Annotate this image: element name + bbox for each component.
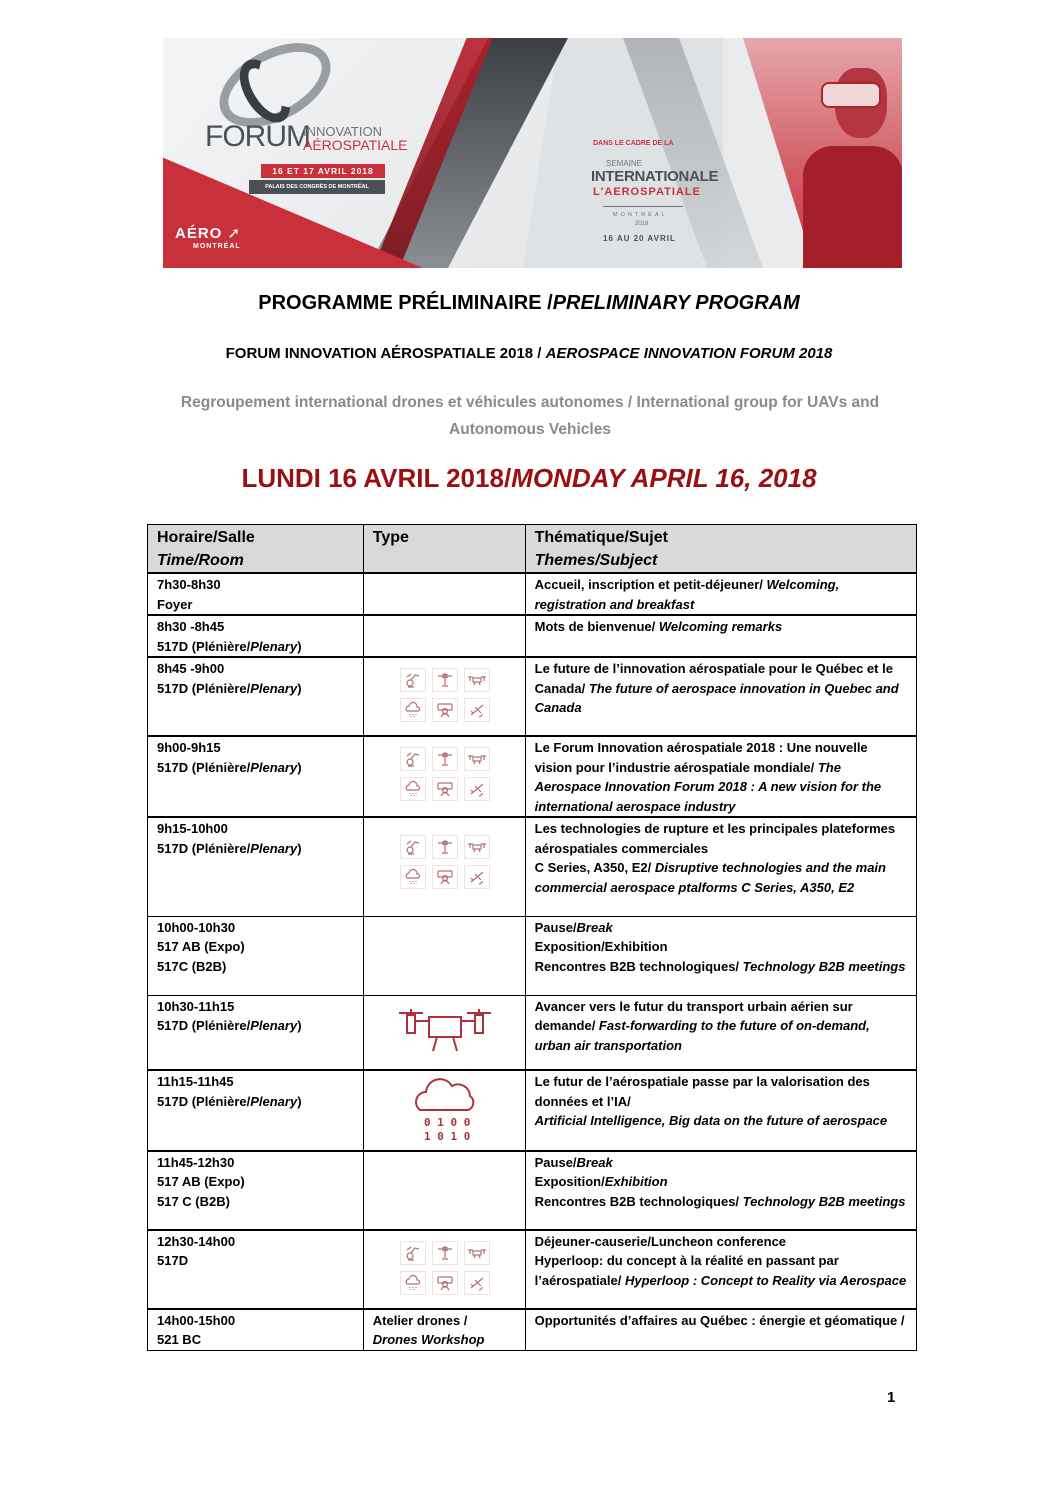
subject-en: Welcoming remarks: [658, 619, 783, 634]
day-heading: [0, 463, 1058, 494]
drone-icon: [464, 1241, 490, 1265]
room-en: Plenary: [250, 638, 298, 654]
room-fr: 517D (Plénière/: [157, 1093, 251, 1109]
time-room-cell: [148, 615, 364, 657]
theme-icon-grid: [400, 747, 490, 801]
header-col1-fr: Horaire/Salle: [157, 529, 255, 546]
header-type: [363, 525, 525, 574]
logo-aerospatiale-text: AÉROSPATIALE: [303, 137, 408, 153]
drone-icon: [464, 835, 490, 859]
room: 517D: [157, 1253, 189, 1268]
header-col1-en: Time/Room: [157, 552, 244, 569]
table-row: [148, 916, 917, 995]
aero-montreal-logo: [175, 224, 241, 242]
cloud-data-icon: [400, 865, 426, 889]
time-slot: 11h45-12h30: [157, 1154, 235, 1170]
robot-arm-icon: [400, 835, 426, 859]
week-divider: [603, 206, 683, 207]
subject-cell: [525, 1230, 916, 1309]
forum-subtitle: [0, 345, 1058, 362]
subject-cell: [525, 657, 916, 736]
subject-fr: Le future de l’innovation aérospatiale pour le Québec et le Canada/: [534, 661, 893, 696]
room: 517D (Plénière/Plenary): [157, 759, 302, 775]
room: 517D (Plénière/Plenary): [157, 840, 302, 856]
subject-cell: [525, 736, 916, 817]
week-year-text: 2018: [635, 221, 649, 227]
autonomous-vehicle-icon: [432, 1271, 458, 1295]
cloud-data-icon: [400, 1271, 426, 1295]
room-en: Plenary: [250, 1018, 298, 1033]
type-cell: [363, 736, 525, 817]
type-cell: [363, 1230, 525, 1309]
time-slot: 11h15-11h45: [157, 1074, 234, 1089]
time-slot: 8h30 -8h45: [157, 619, 225, 634]
table-row: [148, 1309, 917, 1351]
week-intro-text: DANS LE CADRE DE LA: [593, 140, 674, 147]
room-fr: 517D (Plénière/: [157, 680, 251, 696]
time-room-cell: [148, 817, 364, 916]
group-subtitle: Regroupement international drones et véhicules autonomes / International group for UAVs and Autonomous Vehicles: [180, 394, 880, 438]
subject-en: Welcoming, registration and breakfast: [534, 577, 840, 612]
table-row: [148, 657, 917, 736]
table-row: [148, 736, 917, 817]
room-fr: 517D (Plénière/: [157, 1018, 251, 1033]
room-en: Plenary: [250, 759, 298, 775]
drone-icon: [397, 1007, 493, 1059]
time-slot: 10h00-10h30: [157, 919, 236, 935]
table-row: [148, 995, 917, 1070]
type-cell: [363, 615, 525, 657]
time-room-cell: [148, 1309, 364, 1351]
table-row: [148, 1070, 917, 1151]
theme-icon-grid: [400, 668, 490, 722]
logo-forum-text: FORUM: [205, 120, 310, 153]
drone-icon: [464, 747, 490, 771]
subject-en: The Aerospace Innovation Forum 2018 : A new vision for the international aerospace industry: [534, 759, 882, 814]
type-fr: Atelier drones /: [372, 1312, 468, 1328]
page-title: [0, 292, 1058, 315]
break-en: Break: [576, 1154, 613, 1170]
subject-fr: Hyperloop: du concept à la réalité en passant par l’aérospatiale/: [534, 1253, 839, 1288]
room-expo: 517 AB (Expo): [157, 939, 245, 954]
type-cell: [363, 657, 525, 736]
exhibition-fr: Exposition/: [534, 1174, 605, 1189]
time-slot: 12h30-14h00: [157, 1233, 236, 1249]
type-cell: [363, 817, 525, 916]
subject-en: The future of aerospace innovation in Quebec and Canada: [534, 680, 899, 715]
break-fr: Pause/: [534, 1154, 577, 1170]
antenna-tower-icon: [432, 835, 458, 859]
exhibition: Exposition/Exhibition: [534, 939, 668, 954]
b2b-en: Technology B2B meetings: [742, 1193, 906, 1209]
time-room-cell: [148, 573, 364, 615]
antenna-tower-icon: [432, 1241, 458, 1265]
luncheon-title: Déjeuner-causerie/Luncheon conference: [534, 1233, 787, 1249]
subject-fr: Avancer vers le futur du transport urbain aérien sur demande/: [534, 998, 853, 1033]
drone-icon: [464, 668, 490, 692]
aero-brand-text: AÉRO: [175, 225, 223, 242]
subject-fr: C Series, A350, E2/: [534, 860, 655, 875]
subject-en: Hyperloop : Concept to Reality via Aerospace: [624, 1272, 907, 1288]
time-room-cell: [148, 1151, 364, 1230]
aero-plane-icon: ➚: [227, 225, 242, 242]
week-internationale-text: INTERNATIONALE: [591, 168, 719, 185]
airplane-icon: [464, 698, 490, 722]
room: 517D (Plénière/Plenary): [157, 680, 302, 696]
cloud-data-icon: [400, 698, 426, 722]
date-en: MONDAY APRIL 16, 2018: [511, 463, 817, 493]
subject-cell: [525, 573, 916, 615]
b2b-en: Technology B2B meetings: [742, 958, 906, 974]
room: 517D (Plénière/Plenary): [157, 1018, 302, 1033]
time-slot: 14h00-15h00: [157, 1312, 236, 1328]
svg-text:0 1 0 0: 0 1 0 0: [423, 1116, 471, 1129]
type-en: Drones Workshop: [372, 1332, 485, 1347]
subject-fr-intro: Les technologies de rupture et les principales plateformes aérospatiales commerciales: [534, 821, 896, 856]
theme-icon-grid: [400, 1241, 490, 1295]
type-cell: [363, 573, 525, 615]
room-en: Plenary: [250, 1093, 298, 1109]
autonomous-vehicle-icon: [432, 865, 458, 889]
time-room-cell: [148, 916, 364, 995]
vr-headset-icon: [821, 82, 881, 108]
week-city-text: MONTRÉAL: [613, 212, 668, 218]
subject-fr: Le Forum Innovation aérospatiale 2018 : Une nouvelle vision pour l’industrie aérospatiale mondiale/: [534, 740, 868, 775]
vr-person-body: [803, 146, 902, 268]
table-row: [148, 1230, 917, 1309]
subject-cell: [525, 995, 916, 1070]
header-col3-en: Themes/Subject: [534, 552, 658, 569]
subject-cell: [525, 1070, 916, 1151]
header-subject: [525, 525, 916, 574]
autonomous-vehicle-icon: [432, 777, 458, 801]
robot-arm-icon: [400, 1241, 426, 1265]
break-en: Break: [576, 919, 613, 935]
title-fr: PROGRAMME PRÉLIMINAIRE /: [258, 292, 553, 314]
time-room-cell: [148, 736, 364, 817]
time-room-cell: [148, 1070, 364, 1151]
antenna-tower-icon: [432, 668, 458, 692]
header-col3-fr: Thématique/Sujet: [534, 529, 668, 546]
logo-dates: 16 ET 17 AVRIL 2018: [261, 164, 385, 178]
aero-city-text: MONTRÉAL: [193, 243, 241, 250]
airplane-icon: [464, 1271, 490, 1295]
logo-venue: PALAIS DES CONGRÈS DE MONTRÉAL: [249, 180, 385, 194]
type-cell: [363, 1309, 525, 1351]
time-room-cell: [148, 995, 364, 1070]
subject-fr: Opportunités d’affaires au Québec : énergie et géomatique /: [534, 1312, 905, 1328]
b2b-fr: Rencontres B2B technologiques/: [534, 958, 743, 974]
room: Foyer: [157, 596, 193, 612]
subject-cell: [525, 615, 916, 657]
subject-fr: Le futur de l’aérospatiale passe par la valorisation des données et l’IA/: [534, 1074, 870, 1109]
program-table: [147, 524, 917, 1351]
antenna-tower-icon: [432, 747, 458, 771]
cloud-data-icon: [410, 1072, 480, 1150]
forum-fr: FORUM INNOVATION AÉROSPATIALE 2018 /: [225, 345, 546, 362]
logo-innovation-text: INNOVATION: [303, 124, 382, 139]
theme-icon-grid: [400, 835, 490, 889]
subject-cell: [525, 1151, 916, 1230]
week-semaine-text: SEMAINE: [606, 159, 643, 168]
subject-cell: [525, 916, 916, 995]
header-col2: Type: [372, 529, 409, 546]
time-room-cell: [148, 1230, 364, 1309]
cloud-data-icon: [400, 777, 426, 801]
subject-cell: [525, 817, 916, 916]
room-en: Plenary: [250, 680, 298, 696]
type-cell: [363, 1151, 525, 1230]
time-slot: 9h00-9h15: [157, 740, 221, 755]
subject-cell: [525, 1309, 916, 1351]
type-cell: [363, 995, 525, 1070]
table-row: [148, 817, 917, 916]
room-fr: 517D (Plénière/: [157, 759, 251, 775]
time-room-cell: [148, 657, 364, 736]
subject-fr: Mots de bienvenue/: [534, 619, 659, 634]
table-row: [148, 615, 917, 657]
forum-en: AEROSPACE INNOVATION FORUM 2018: [545, 345, 833, 362]
time-slot: 8h45 -9h00: [157, 661, 225, 676]
week-dates-text: 16 AU 20 AVRIL: [603, 234, 676, 243]
table-row: [148, 1151, 917, 1230]
room: 517D (Plénière/Plenary): [157, 1093, 302, 1109]
time-slot: 7h30-8h30: [157, 577, 221, 592]
room-en: Plenary: [250, 840, 298, 856]
svg-text:1 0 1 0: 1 0 1 0: [423, 1130, 471, 1143]
exhibition-en: Exhibition: [604, 1174, 668, 1189]
type-cell: [363, 916, 525, 995]
room-fr: 517D (Plénière/: [157, 638, 251, 654]
airplane-icon: [464, 865, 490, 889]
date-fr: LUNDI 16 AVRIL 2018/: [241, 463, 512, 493]
room-b2b: 517C (B2B): [157, 958, 227, 974]
autonomous-vehicle-icon: [432, 698, 458, 722]
room-b2b: 517 C (B2B): [157, 1193, 230, 1209]
subject-en: Disruptive technologies and the main commercial aerospace ptalforms C Series, A350, E2: [534, 860, 886, 895]
subject-fr: Accueil, inscription et petit-déjeuner/: [534, 577, 767, 592]
table-header-row: [148, 525, 917, 574]
table-row: [148, 573, 917, 615]
airplane-icon: [464, 777, 490, 801]
room-expo: 517 AB (Expo): [157, 1174, 245, 1189]
subject-en: Artificial Intelligence, Big data on the future of aerospace: [534, 1113, 888, 1128]
break-fr: Pause/: [534, 919, 577, 935]
title-en: PRELIMINARY PROGRAM: [552, 292, 800, 314]
event-banner: [163, 38, 902, 268]
type-cell: [363, 1070, 525, 1151]
header-time-room: [148, 525, 364, 574]
time-slot: 9h15-10h00: [157, 821, 228, 836]
week-aerospatiale-text: L'AEROSPATIALE: [593, 186, 701, 198]
room: 517D (Plénière/Plenary): [157, 638, 302, 654]
room-fr: 517D (Plénière/: [157, 840, 251, 856]
robot-arm-icon: [400, 747, 426, 771]
robot-arm-icon: [400, 668, 426, 692]
b2b-fr: Rencontres B2B technologiques/: [534, 1193, 743, 1209]
subject-en: Fast-forwarding to the future of on-demand, urban air transportation: [534, 1018, 870, 1053]
page-number: 1: [887, 1389, 896, 1406]
room: 521 BC: [157, 1332, 202, 1347]
time-slot: 10h30-11h15: [157, 998, 235, 1014]
